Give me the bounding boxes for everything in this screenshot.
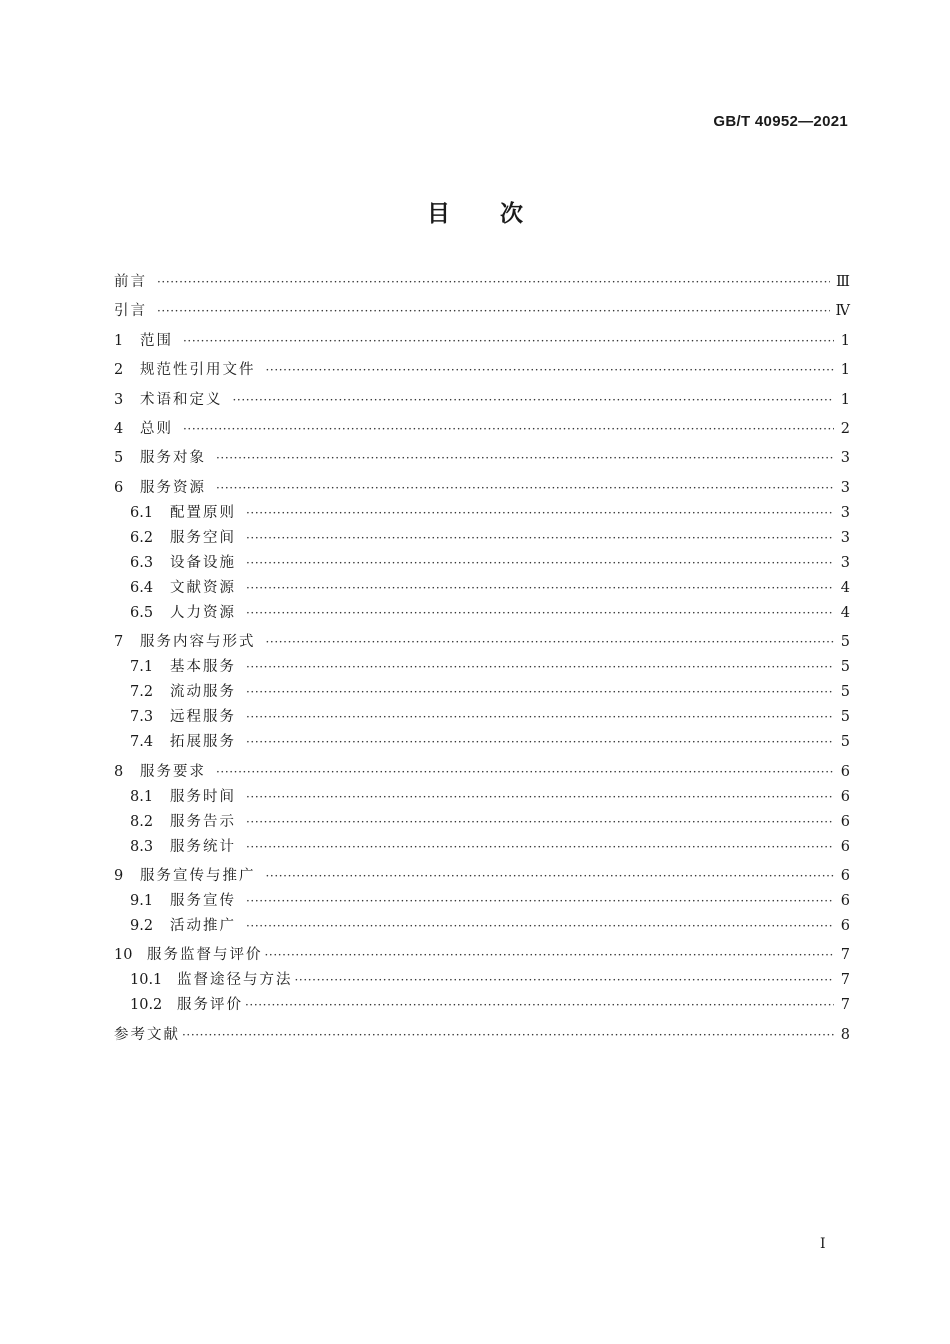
toc-entry-number: 6.4 [130, 579, 154, 596]
toc-entry-number: 6.2 [130, 529, 154, 546]
toc-entry-10-1[interactable] [114, 968, 850, 993]
dot-leader [246, 810, 834, 835]
toc-entry-7-2[interactable] [114, 680, 850, 705]
toc-entry-page: 3 [840, 554, 850, 571]
toc-entry-label: 流动服务 [170, 684, 236, 701]
toc-entry-number: 8.2 [130, 813, 154, 830]
dot-leader [246, 785, 834, 810]
toc-entry-6-1[interactable] [114, 501, 850, 526]
toc-entry-number: 7 [114, 634, 124, 651]
toc-entry-page: 6 [840, 917, 850, 934]
toc-entry-7-1[interactable] [114, 655, 850, 680]
toc-entry-number: 10.1 [130, 972, 163, 989]
toc-entry-6[interactable] [114, 476, 850, 501]
toc-entry-page: 7 [840, 947, 850, 964]
toc-entry-4[interactable] [114, 417, 850, 442]
toc-entry-page: 5 [840, 709, 850, 726]
dot-leader [246, 501, 834, 526]
dot-leader [246, 914, 834, 939]
toc-entry-7[interactable] [114, 630, 850, 655]
toc-entry-page: 3 [840, 450, 850, 467]
dot-leader [216, 446, 834, 471]
toc-entry-page: 8 [840, 1026, 850, 1043]
toc-entry-label: 监督途径与方法 [177, 972, 293, 989]
toc-entry-5[interactable] [114, 446, 850, 471]
toc-entry-foreword[interactable] [114, 270, 850, 295]
toc-entry-label: 术语和定义 [140, 391, 223, 408]
toc-entry-label: 前言 [114, 274, 147, 290]
toc-entry-page: 4 [840, 604, 850, 621]
toc-entry-number: 2 [114, 362, 124, 379]
toc-entry-page: 1 [840, 362, 850, 379]
dot-leader [216, 760, 834, 785]
toc-entry-number: 7.1 [130, 659, 154, 676]
toc-entry-number: 8.3 [130, 838, 154, 855]
toc-entry-label: 服务时间 [170, 788, 236, 805]
toc-entry-label: 规范性引用文件 [140, 362, 256, 379]
toc-entry-number: 8.1 [130, 788, 154, 805]
toc-entry-page: 1 [840, 332, 850, 349]
toc-entry-page: 6 [840, 892, 850, 909]
toc-entry-1[interactable] [114, 329, 850, 354]
toc-entry-number: 8 [114, 763, 124, 780]
dot-leader [246, 526, 834, 551]
toc-entry-10-2[interactable] [114, 993, 850, 1018]
dot-leader [233, 388, 835, 413]
toc-entry-number: 6.1 [130, 504, 154, 521]
dot-leader [183, 329, 834, 354]
toc-entry-9-1[interactable] [114, 889, 850, 914]
toc-entry-label: 服务宣传 [170, 892, 236, 909]
dot-leader [245, 993, 834, 1018]
dot-leader [266, 358, 835, 383]
toc-entry-page: 4 [840, 579, 850, 596]
toc-entry-page: 1 [840, 391, 850, 408]
toc-entry-number: 9.1 [130, 892, 154, 909]
toc-entry-8[interactable] [114, 760, 850, 785]
toc-entry-page: 6 [840, 867, 850, 884]
toc-entry-label: 服务内容与形式 [140, 634, 256, 651]
toc-entry-page: 6 [840, 763, 850, 780]
toc-entry-number: 9.2 [130, 917, 154, 934]
toc-entry-label: 服务空间 [170, 529, 236, 546]
toc-entry-8-3[interactable] [114, 835, 850, 860]
toc-entry-label: 拓展服务 [170, 734, 236, 751]
table-of-contents [114, 270, 850, 1048]
dot-leader [246, 889, 834, 914]
toc-entry-label: 服务告示 [170, 813, 236, 830]
toc-entry-label: 基本服务 [170, 659, 236, 676]
toc-entry-page: 6 [840, 813, 850, 830]
toc-entry-page: 5 [840, 659, 850, 676]
toc-entry-number: 5 [114, 450, 124, 467]
toc-entry-label: 服务对象 [140, 450, 206, 467]
dot-leader [183, 417, 834, 442]
toc-entry-number: 7.4 [130, 734, 154, 751]
page-number: Ⅰ [820, 1236, 826, 1252]
toc-entry-number: 1 [114, 332, 124, 349]
toc-entry-page: 3 [840, 529, 850, 546]
dot-leader [182, 1023, 834, 1048]
toc-entry-page: 7 [840, 997, 850, 1014]
dot-leader [295, 968, 835, 993]
toc-entry-page: 7 [840, 972, 850, 989]
dot-leader [246, 576, 834, 601]
toc-entry-label: 文献资源 [170, 579, 236, 596]
dot-leader [157, 270, 830, 295]
dot-leader [266, 864, 835, 889]
toc-entry-label: 设备设施 [170, 554, 236, 571]
toc-entry-7-4[interactable] [114, 730, 850, 755]
toc-entry-page: Ⅲ [836, 274, 850, 290]
dot-leader [246, 835, 834, 860]
toc-entry-page: 5 [840, 684, 850, 701]
toc-entry-page: 3 [840, 504, 850, 521]
toc-entry-label: 引言 [114, 303, 147, 320]
toc-entry-number: 6.3 [130, 554, 154, 571]
dot-leader [157, 299, 830, 324]
toc-entry-page: 5 [840, 634, 850, 651]
toc-entry-label: 参考文献 [114, 1026, 180, 1043]
dot-leader [246, 601, 834, 626]
toc-entry-2[interactable] [114, 358, 850, 383]
toc-entry-number: 10.2 [130, 997, 163, 1014]
toc-entry-label: 服务资源 [140, 479, 206, 496]
toc-entry-number: 9 [114, 867, 124, 884]
toc-entry-6-2[interactable] [114, 526, 850, 551]
toc-entry-introduction[interactable] [114, 299, 850, 324]
standard-number: GB/T 40952—2021 [713, 113, 848, 130]
toc-entry-number: 10 [114, 947, 133, 964]
toc-entry-10[interactable] [114, 943, 850, 968]
toc-entry-6-3[interactable] [114, 551, 850, 576]
toc-entry-number: 6.5 [130, 604, 154, 621]
toc-entry-number: 3 [114, 391, 124, 408]
toc-entry-page: 3 [840, 479, 850, 496]
toc-entry-label: 服务要求 [140, 763, 206, 780]
toc-entry-page: 6 [840, 788, 850, 805]
page-title: 目次 [427, 201, 573, 227]
toc-entry-9-2[interactable] [114, 914, 850, 939]
toc-entry-label: 总则 [140, 420, 173, 437]
toc-entry-label: 远程服务 [170, 709, 236, 726]
toc-entry-8-1[interactable] [114, 785, 850, 810]
toc-entry-page: 2 [840, 420, 850, 437]
toc-entry-references[interactable] [114, 1023, 850, 1048]
toc-entry-page: Ⅳ [835, 303, 850, 320]
toc-entry-6-5[interactable] [114, 601, 850, 626]
dot-leader [265, 943, 835, 968]
toc-entry-label: 人力资源 [170, 604, 236, 621]
dot-leader [246, 680, 834, 705]
dot-leader [246, 655, 834, 680]
toc-entry-page: 5 [840, 734, 850, 751]
toc-entry-label: 服务宣传与推广 [140, 867, 256, 884]
toc-entry-7-3[interactable] [114, 705, 850, 730]
toc-entry-9[interactable] [114, 864, 850, 889]
dot-leader [246, 730, 834, 755]
toc-entry-3[interactable] [114, 388, 850, 413]
toc-entry-number: 7.3 [130, 709, 154, 726]
toc-entry-number: 6 [114, 479, 124, 496]
toc-entry-8-2[interactable] [114, 810, 850, 835]
toc-entry-number: 4 [114, 420, 124, 437]
toc-entry-label: 服务统计 [170, 838, 236, 855]
dot-leader [246, 551, 834, 576]
toc-entry-page: 6 [840, 838, 850, 855]
toc-entry-label: 服务评价 [177, 997, 243, 1014]
dot-leader [266, 630, 835, 655]
toc-entry-label: 范围 [140, 332, 173, 349]
toc-entry-label: 活动推广 [170, 917, 236, 934]
dot-leader [246, 705, 834, 730]
toc-entry-number: 7.2 [130, 684, 154, 701]
dot-leader [216, 476, 834, 501]
toc-entry-6-4[interactable] [114, 576, 850, 601]
toc-entry-label: 服务监督与评价 [147, 947, 263, 964]
toc-entry-label: 配置原则 [170, 504, 236, 521]
